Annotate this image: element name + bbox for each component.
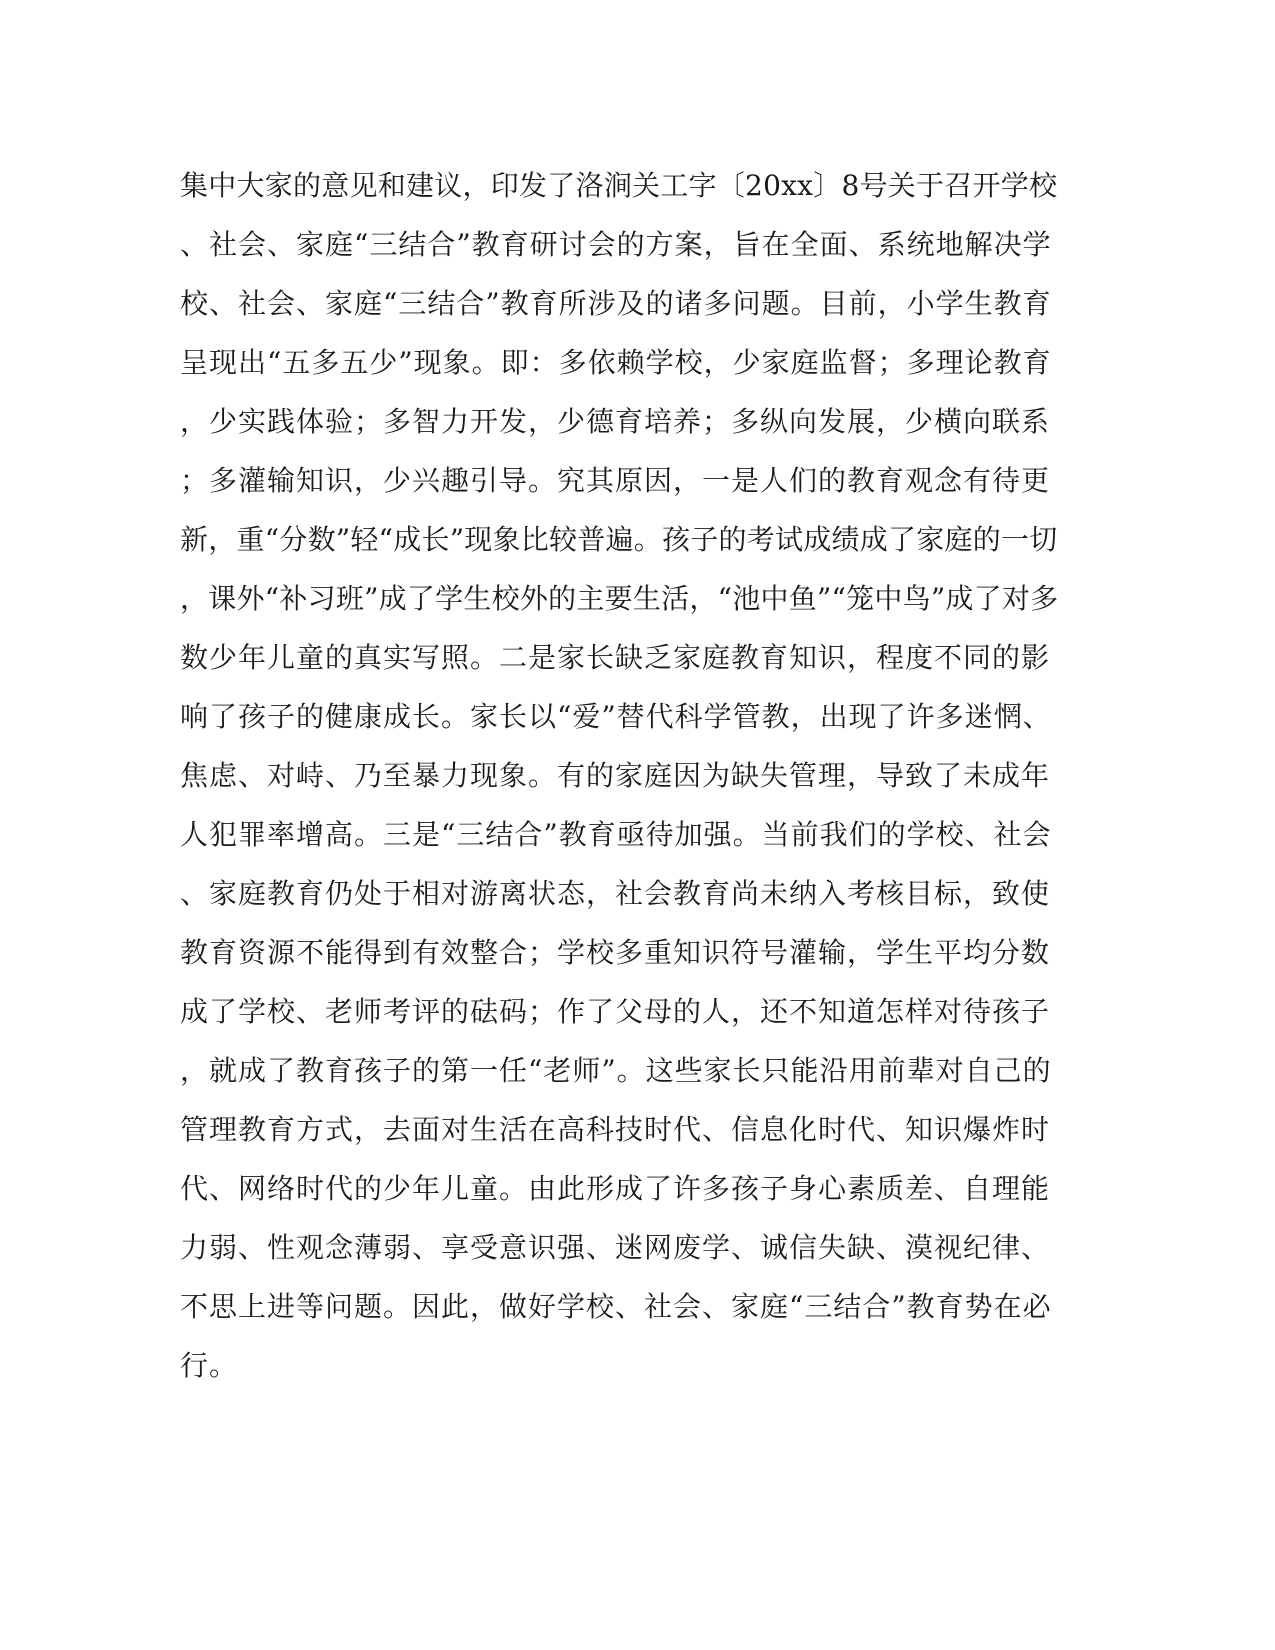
text-line: 行。 [180,1349,239,1382]
text-line: 集中大家的意见和建议，印发了洛涧关工字〔20xx〕8号关于召开学校 [180,169,1058,202]
text-line: 、家庭教育仍处于相对游离状态，社会教育尚未纳入考核目标，致使 [180,877,1051,910]
text-line: ，课外“补习班”成了学生校外的主要生活，“池中鱼”“笼中鸟”成了对多 [180,582,1059,615]
text-line: 教育资源不能得到有效整合；学校多重知识符号灌输，学生平均分数 [180,936,1051,969]
text-line: 新，重“分数”轻“成长”现象比较普遍。孩子的考试成绩成了家庭的一切 [180,523,1058,556]
text-line: 不思上进等问题。因此，做好学校、社会、家庭“三结合”教育势在必 [180,1290,1052,1323]
text-line: 、社会、家庭“三结合”教育研讨会的方案，旨在全面、系统地解决学 [180,228,1052,261]
text-line: ，少实践体验；多智力开发，少德育培养；多纵向发展，少横向联系 [180,405,1051,438]
text-line: 成了学校、老师考评的砝码；作了父母的人，还不知道怎样对待孩子 [180,995,1051,1028]
text-line: ，就成了教育孩子的第一任“老师”。这些家长只能沿用前辈对自己的 [180,1054,1052,1087]
text-line: 管理教育方式，去面对生活在高科技时代、信息化时代、知识爆炸时 [180,1113,1051,1146]
text-line: 呈现出“五多五少”现象。即：多依赖学校，少家庭监督；多理论教育 [180,346,1052,379]
text-line: 数少年儿童的真实写照。二是家长缺乏家庭教育知识，程度不同的影 [180,641,1051,674]
text-line: 力弱、性观念薄弱、享受意识强、迷网废学、诚信失缺、漠视纪律、 [180,1231,1051,1264]
text-line: ；多灌输知识，少兴趣引导。究其原因，一是人们的教育观念有待更 [180,464,1051,497]
text-line: 焦虑、对峙、乃至暴力现象。有的家庭因为缺失管理，导致了未成年 [180,759,1051,792]
text-line: 校、社会、家庭“三结合”教育所涉及的诸多问题。目前，小学生教育 [180,287,1052,320]
text-line: 人犯罪率增高。三是“三结合”教育亟待加强。当前我们的学校、社会 [180,818,1052,851]
body-paragraph [180,156,1060,1395]
text-line: 响了孩子的健康成长。家长以“爱”替代科学管教，出现了许多迷惘、 [180,700,1052,733]
text-line: 代、网络时代的少年儿童。由此形成了许多孩子身心素质差、自理能 [180,1172,1051,1205]
